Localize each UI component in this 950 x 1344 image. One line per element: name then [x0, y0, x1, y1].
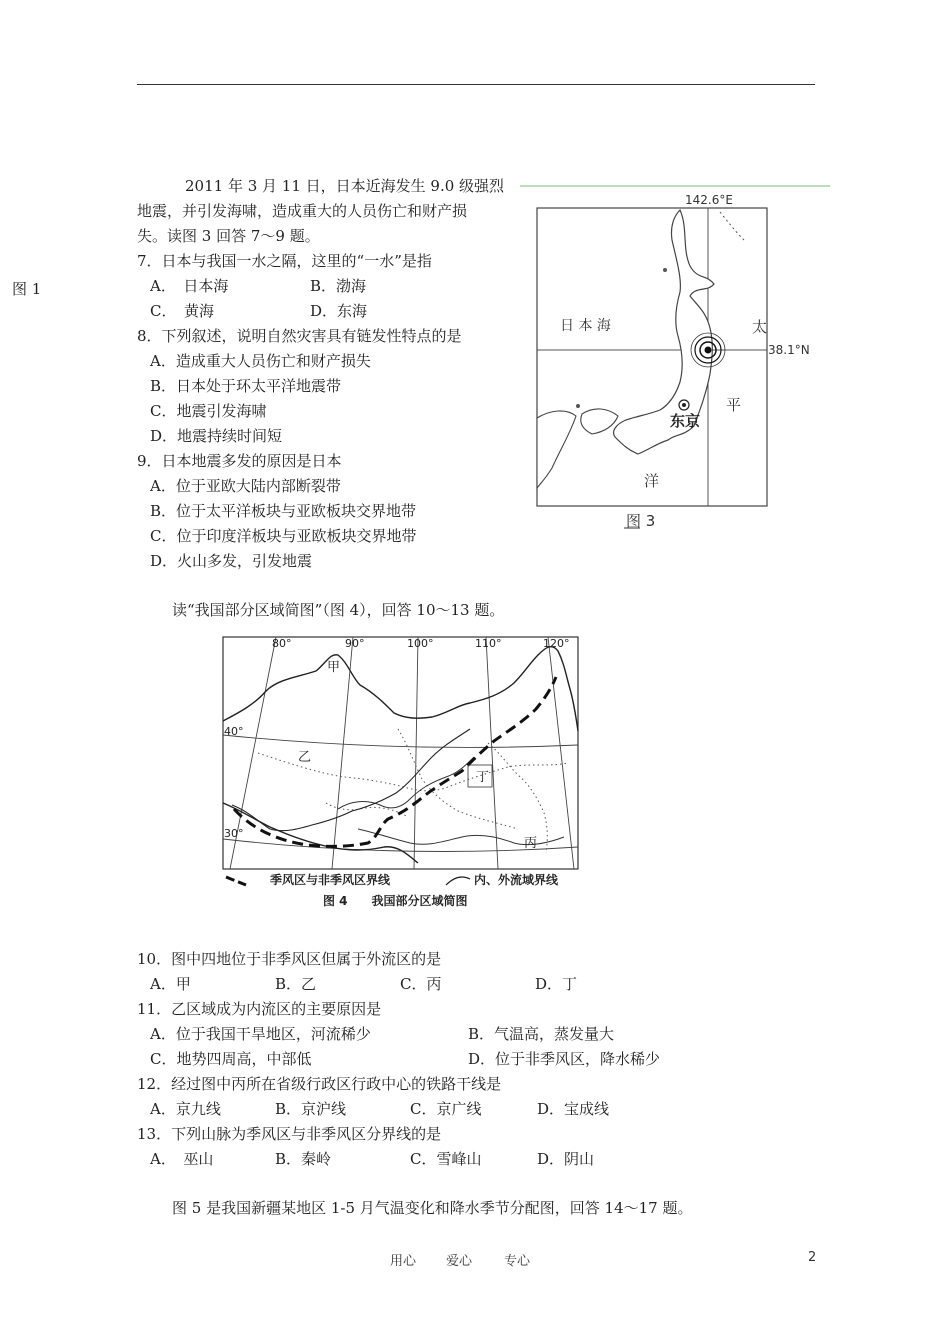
intro-line-3: 失。读图 3 回答 7～9 题。 [137, 227, 320, 245]
q10-option-d: D．丁 [535, 975, 578, 993]
q13-option-c: C．雪峰山 [410, 1150, 482, 1168]
q11-option-c: C．地势四周高，中部低 [150, 1050, 312, 1068]
fig3-ocean-char-3: 洋 [644, 472, 660, 490]
fig4-place-ding: 丁 [476, 770, 490, 785]
fig4-lat-label-40: 40° [224, 725, 244, 738]
fig4-caption: 图 4 我国部分区域简图 [323, 894, 468, 908]
footer-motto-2: 爱心 [446, 1254, 473, 1269]
q9-option-a: A．位于亚欧大陆内部断裂带 [150, 477, 341, 495]
fig4-legend-drainage-label: 内、外流域界线 [474, 873, 559, 887]
intro-line-1: 2011 年 3 月 11 日，日本近海发生 9.0 级强烈 [185, 177, 505, 195]
q11-option-d: D．位于非季风区，降水稀少 [468, 1050, 661, 1068]
fig4-legend-drainage-swatch [446, 877, 470, 885]
fig3-frame [537, 208, 767, 506]
q8-stem: 8．下列叙述，说明自然灾害具有链发性特点的是 [137, 327, 462, 345]
fig4-place-yi: 乙 [298, 750, 312, 765]
q12-option-d: D．宝成线 [537, 1100, 610, 1118]
q7-option-b: B．渤海 [310, 277, 367, 295]
intro-q14-17: 图 5 是我国新疆某地区 1-5 月气温变化和降水季节分配图，回答 14～17 题。 [172, 1199, 693, 1217]
q10-stem: 10．图中四地位于非季风区但属于外流区的是 [137, 950, 442, 968]
fig4-lat-label-30: 30° [224, 827, 244, 840]
q8-option-d: D．地震持续时间短 [150, 427, 283, 445]
q7-option-a: A． 日本海 [150, 277, 229, 295]
q8-option-a: A．造成重大人员伤亡和财产损失 [150, 352, 371, 370]
fig4-lon-label-120: 120° [543, 637, 570, 650]
q7-stem: 7．日本与我国一水之隔，这里的“一水”是指 [137, 252, 432, 270]
footer-motto-1: 用心 [390, 1254, 417, 1269]
fig4-legend-monsoon-swatch [226, 877, 246, 885]
q11-option-b: B．气温高，蒸发量大 [468, 1025, 615, 1043]
fig4-lon-label-110: 110° [475, 637, 502, 650]
q12-option-a: A．京九线 [150, 1100, 221, 1118]
fig3-sea-label: 日 本 海 [560, 318, 611, 334]
q9-option-b: B．位于太平洋板块与亚欧板块交界地带 [150, 502, 417, 520]
q11-stem: 11．乙区域成为内流区的主要原因是 [137, 1000, 382, 1018]
q12-option-c: C．京广线 [410, 1100, 482, 1118]
intro-q10-13: 读“我国部分区域简图”（图 4），回答 10～13 题。 [172, 601, 505, 619]
intro-line-2: 地震，并引发海啸，造成重大的人员伤亡和财产损 [137, 202, 468, 220]
q13-option-b: B．秦岭 [275, 1150, 332, 1168]
q10-option-a: A．甲 [150, 975, 191, 993]
fig3-epicenter-core [705, 347, 712, 354]
header-rule [137, 84, 815, 85]
q10-option-b: B．乙 [275, 975, 317, 993]
fig4-place-bing: 丙 [524, 836, 538, 851]
fig4-lon-label-90: 90° [345, 637, 365, 650]
q11-option-a: A．位于我国干旱地区，河流稀少 [150, 1025, 371, 1043]
fig4-lon-label-80: 80° [272, 637, 292, 650]
q12-stem: 12．经过图中丙所在省级行政区行政中心的铁路干线是 [137, 1075, 502, 1093]
q13-option-d: D．阴山 [537, 1150, 595, 1168]
footer-page-number: 2 [808, 1250, 817, 1265]
fig4-legend-monsoon-label: 季风区与非季风区界线 [270, 873, 391, 887]
q8-option-b: B．日本处于环太平洋地震带 [150, 377, 342, 395]
q9-stem: 9．日本地震多发的原因是日本 [137, 452, 342, 470]
fig3-island-dot [576, 404, 580, 408]
fig3-tokyo-marker-dot [682, 403, 686, 407]
fig4-place-jia: 甲 [327, 660, 341, 675]
fig3-latitude-label: 38.1°N [768, 343, 810, 357]
q9-option-d: D．火山多发，引发地震 [150, 552, 313, 570]
q7-option-d: D．东海 [310, 302, 368, 320]
q8-option-c: C．地震引发海啸 [150, 402, 267, 420]
q12-option-b: B．京沪线 [275, 1100, 347, 1118]
figure1-label: 图 1 [12, 280, 42, 298]
figure3-japan-map [530, 188, 830, 538]
q10-option-c: C．丙 [400, 975, 442, 993]
q9-option-c: C．位于印度洋板块与亚欧板块交界地带 [150, 527, 417, 545]
figure4-china-map [218, 633, 588, 913]
decorative-green-line [520, 185, 830, 187]
fig3-longitude-label: 142.6°E [685, 193, 733, 207]
fig3-tokyo-label: 东京 [670, 412, 701, 430]
q13-stem: 13．下列山脉为季风区与非季风区分界线的是 [137, 1125, 442, 1143]
fig3-caption: 图 3 [626, 512, 656, 530]
footer-motto-3: 专心 [504, 1254, 531, 1269]
fig3-ocean-char-1: 太 [752, 318, 768, 336]
q7-option-c: C． 黄海 [150, 302, 214, 320]
fig4-lon-label-100: 100° [407, 637, 434, 650]
q13-option-a: A． 巫山 [150, 1150, 214, 1168]
fig3-ocean-char-2: 平 [726, 396, 742, 414]
fig3-island-dot [663, 268, 667, 272]
